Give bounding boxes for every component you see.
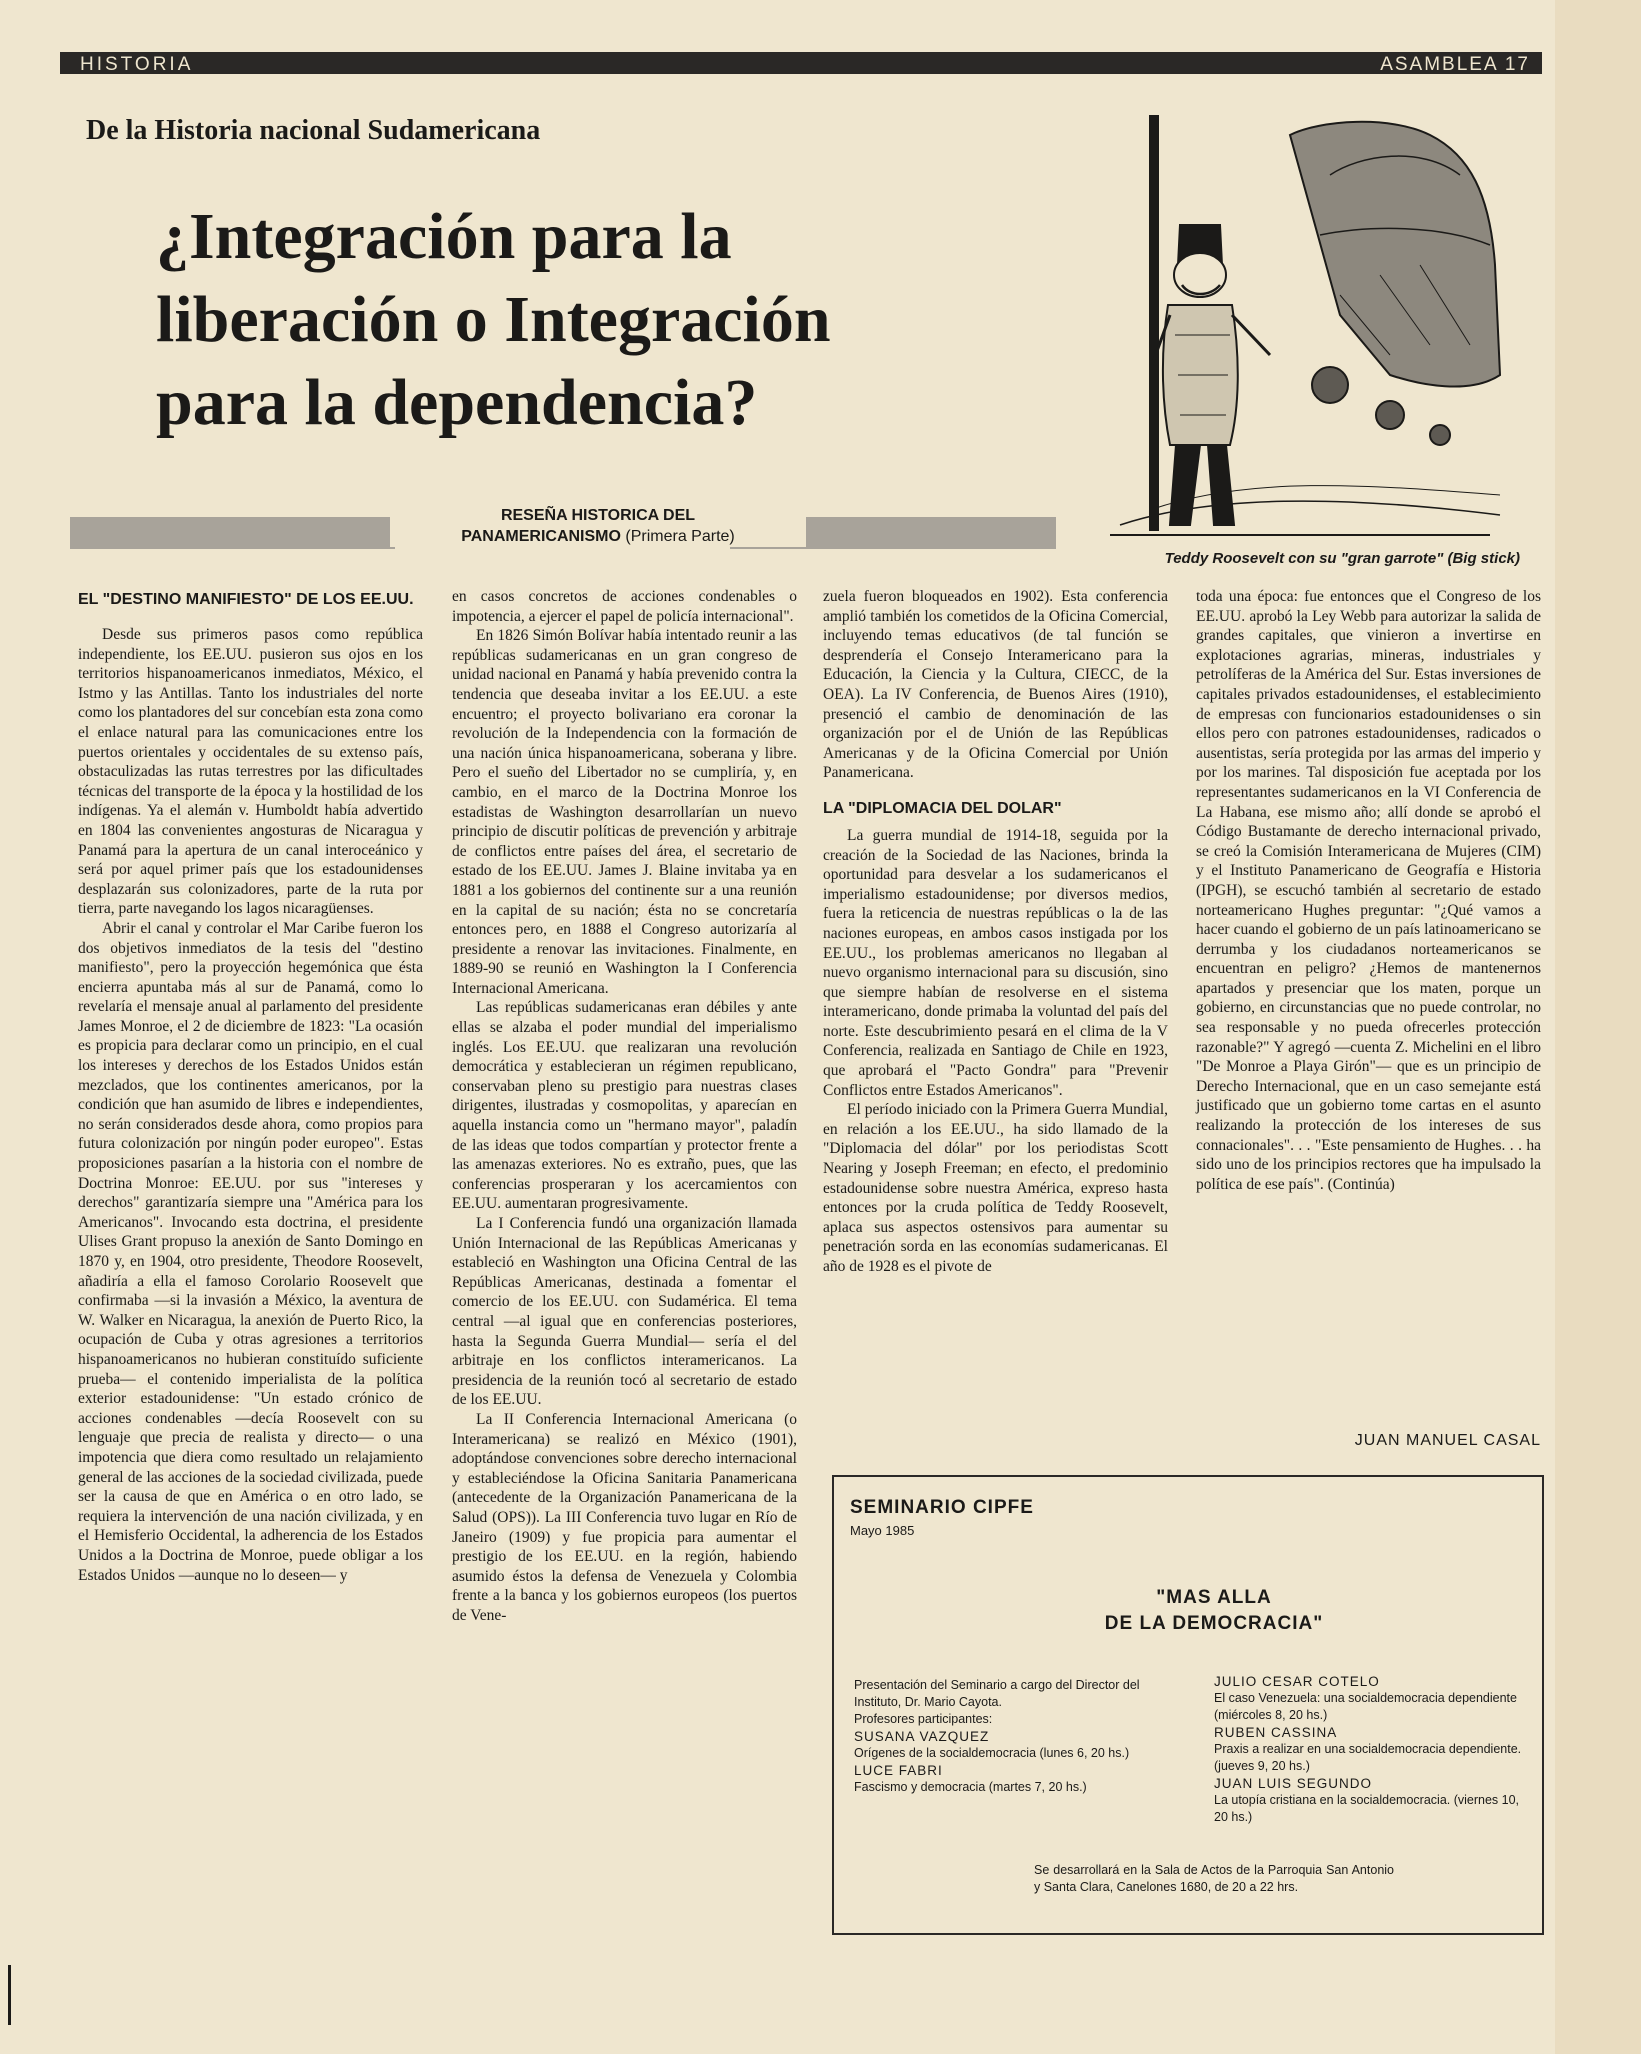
article-paragraph: En 1826 Simón Bolívar había intentado reunir a las repúblicas sudamericanas en un gran congreso de unidad nacional en Panamá y había prevenido contra la tendencia que deseaba invitar a los EE.UU. a este encuentro; el proyecto bolivariano era coronar la revolución de la Independencia con la formación de una nación única hispanoamericana, soberana y libre. Pero el sueño del Libertador no se cumpliría, y, en cambio, en el marco de la Doctrina Monroe los estadistas de Washington desarrollarían un nuevo principio de discutir políticas de prevención y arbitraje de conflictos entre países del área, el secretario de estado de los EE.UU. James J. Blaine invitaba ya en 1881 a los gobiernos del continente sur a una reunión en la capital de su nación; ésta no se concretaría entonces pero, en 1888 el Congreso autorizaría al presidente a renovar las invitaciones. Finalmente, en 1889-90 se reunió en Washington la I Conferencia Internacional Americana. xyxy=(452,627,797,997)
page-number-label: ASAMBLEA 17 xyxy=(1380,54,1530,75)
seminar-title: SEMINARIO CIPFE xyxy=(850,1497,1034,1518)
seminar-intro: Presentación del Seminario a cargo del Director del Instituto, Dr. Mario Cayota. xyxy=(854,1678,1140,1709)
article-paragraph: El período iniciado con la Primera Guerra Mundial, en relación a los EE.UU., ha sido llamado de la "Diplomacia del dólar" por los periodistas Scott Nearing y Joseph Freeman; en efecto, el predominio estadounidense sobre nuestra América, expreso hasta entonces por la cruda política de Teddy Roosevelt, aplaca sus aspectos ostensivos para aumentar su penetración sorda en las economías sudamericanas. El año de 1928 es el pivote de xyxy=(823,1101,1168,1275)
series-title xyxy=(390,505,806,547)
seminar-date: Mayo 1985 xyxy=(850,1523,915,1538)
seminar-program-right xyxy=(1214,1673,1534,1826)
series-bar-left xyxy=(70,517,395,549)
article-paragraph: Abrir el canal y controlar el Mar Caribe fueron los dos objetivos inmediatos de la tesis del "destino manifiesto", pero la proyección hegemónica que ésta encierra apuntaba más al sur de Panamá, como lo revelaría el mensaje anual al parlamento del presidente James Monroe, el 2 de diciembre de 1823: "La ocasión es propicia para declarar como un principio, en el cual los intereses y derechos de los Estados Unidos están mezclados, que los continentes americanos, por la condición que han asumido de libres e independientes, no serán considerados desde ahora, como propios para futura colonización por ningún poder europeo". Estas proposiciones pasarían a la historia con el nombre de Doctrina Monroe: EE.UU. por sus "intereses y derechos" garantizaría siempre una "América para los Americanos". Invocando esta doctrina, el presidente Ulises Grant propuso la anexión de Santo Domingo en 1870 y, en 1904, otro presidente, Theodore Roosevelt, añadiría a ella el famoso Corolario Roosevelt que confirmaba —si la invasión a México, la aventura de W. Walker en Nicaragua, la anexión de Puerto Rico, la ocupación de Cuba y otras agresiones a territorios hispanoamericanos no hubieran constituído suficiente prueba— el contenido imperialista de la política exterior estadounidense: "Un estado crónico de acciones condenables —decía Roosevelt con su lenguaje que precia de realista y directo— o una impotencia que diera como resultado un relajamiento general de las acciones de la sociedad civilizada, puede ser la causa de que en América o en otro lado, se requiera la intervención de una nación civilizada, y en el Hemisferio Occidental, la adherencia de los Estados Unidos a la Doctrina de Monroe, puede obligar a los Estados Unidos —aunque no lo deseen— y xyxy=(78,919,423,1584)
headline-line: liberación o Integración xyxy=(156,283,831,356)
headline-line: para la dependencia? xyxy=(156,366,758,439)
author-signature: JUAN MANUEL CASAL xyxy=(1354,1432,1541,1449)
series-title-line: PANAMERICANISMO xyxy=(461,528,621,545)
article-column-1 xyxy=(78,590,423,1945)
speaker-topic: Fascismo y democracia (martes 7, 20 hs.) xyxy=(854,1780,1087,1794)
article-paragraph: La I Conferencia fundó una organización llamada Unión Internacional de las Repúblicas Americanas y estableció en Washington una Oficina Central de las Repúblicas Americanas, destinada a fomentar el comercio de los EE.UU. con Sudamérica. El tema central —al igual que en conferencias posteriores, hasta la Segunda Guerra Mundial— sería el del arbitraje en los conflictos interamericanos. La presidencia de la reunión tocó al secretario de estado de los EE.UU. xyxy=(452,1215,797,1409)
article-column-3 xyxy=(823,587,1168,1467)
seminar-profs-label: Profesores participantes: xyxy=(854,1712,993,1726)
illustration-caption: Teddy Roosevelt con su "gran garrote" (Big stick) xyxy=(1164,550,1520,567)
speaker-topic: El caso Venezuela: una socialdemocracia dependiente (miércoles 8, 20 hs.) xyxy=(1214,1691,1517,1722)
article-paragraph: La II Conferencia Internacional Americana (o Interamericana) se realizó en México (1901), adoptándose convenciones sobre derecho internacional y estableciéndose la Oficina Sanitaria Panamericana (antecedente de la Organización Panamericana de la Salud (OPS)). La III Conferencia tuvo lugar en Río de Janeiro (1909) y fue propicia para aumentar el prestigio de los EE.UU. en la región, habiendo asumido éstos la defensa de Venezuela y Colombia frente a la banca y los gobiernos europeos (los puertos de Vene- xyxy=(452,1410,797,1624)
article-paragraph: zuela fueron bloqueados en 1902). Esta conferencia amplió también los cometidos de la Oficina Comercial, incluyendo temas educativos (de tal función se desprendería el Consejo Interamericano para la Educación, la Ciencia y la Cultura, CIECC, de la OEA). La IV Conferencia, de Buenos Aires (1910), presenció el cambio de denominación de las organización por el de Unión de las Repúblicas Americanas y de la Oficina Comercial por Unión Panamericana. xyxy=(823,588,1168,782)
headline-line: ¿Integración para la xyxy=(156,200,732,273)
series-part: (Primera Parte) xyxy=(625,528,735,545)
article-subhead: LA "DIPLOMACIA DEL DOLAR" xyxy=(823,799,1062,817)
article-paragraph: Las repúblicas sudamericanas eran débiles y ante ellas se alzaba el poder mundial del imperialismo inglés. Los EE.UU. que realizaran una revolución democrática y establecieran un régimen republicano, conservaban pleno su prestigio para nuestras clases dirigentes, ilustradas y cosmopolitas, y aparecían en aquella instancia como un "hermano mayor", paladín de las ideas que todos compartían y protector frente a las amenazas exteriores. No es extraño, pues, que las conferencias prosperaran y los acercamientos con EE.UU. aumentaran progresivamente. xyxy=(452,999,797,1213)
article-paragraph: toda una época: fue entonces que el Congreso de los EE.UU. aprobó la Ley Webb para autorizar la salida de grandes capitales, que vinieron a invertirse en explotaciones agrarias, mineras, industriales y petrolíferas de la América del Sur. Estas inversiones de capitales privados estadounidenses, el establecimiento de empresas con funcionarios estadounidenses o sin ellos pero con patrones estadounidenses, radicados o ausentistas, sería protegida por las armas del imperio y por los marines. Tal disposición fue aceptada por los representantes sudamericanos en la VI Conferencia de La Habana, ese mismo año; allí donde se aprobó el Código Bustamante de derecho internacional privado, se creó la Comisión Interamericana de Mujeres (CIM) y el Instituto Panamericano de Geografía e Historia (IPGH), se escuchó también al secretario de estado norteamericano Hughes preguntar: "¿Qué vamos a hacer cuando el gobierno de un país latinoamericano se derrumba y los ciudadanos norteamericanos se encuentran en peligro? ¿Hemos de mantenernos apartados y presenciar que los maten, porque un gobierno, en circunstancias que no puede controlar, no sea responsable y no pueda ofrecerles protección razonable?" Y agregó —cuenta Z. Michelini en el libro "De Monroe a Playa Girón"— que es un principio de Derecho Internacional, que en un caso semejante está justificado que un gobierno tome cartas en el asunto realizando la protección de los intereses de sus connacionales". . . "Este pensamiento de Hughes. . . ha sido uno de los principios rectores que ha impulsado la política de ese país". (Continúa) xyxy=(1196,588,1541,1193)
seminar-venue: Se desarrollará en la Sala de Actos de la Parroquia San Antonio y Santa Clara, Canelones 1680, de 20 a 22 hrs. xyxy=(1034,1863,1394,1894)
speaker-name: JULIO CESAR COTELO xyxy=(1214,1674,1380,1689)
section-label: HISTORIA xyxy=(80,54,194,75)
seminar-program-left xyxy=(854,1677,1174,1796)
speaker-name: JUAN LUIS SEGUNDO xyxy=(1214,1776,1373,1791)
speaker-name: SUSANA VAZQUEZ xyxy=(854,1729,990,1744)
article-column-4 xyxy=(1196,587,1541,1447)
headline xyxy=(156,195,1056,444)
article-paragraph: en casos concretos de acciones condenables o impotencia, a ejercer el papel de policía internacional". xyxy=(452,588,797,625)
speaker-name: RUBEN CASSINA xyxy=(1214,1725,1338,1740)
series-label xyxy=(70,505,1056,555)
article-paragraph: La guerra mundial de 1914-18, seguida por la creación de la Sociedad de las Naciones, brinda la oportunidad para desvelar a los sudamericanos el imperialismo estadounidense; por diversos medios, fuera la reticencia de nuestras repúblicas o la de las naciones europeas, en ambos casos instigada por los EE.UU., los problemas americanos no llegaban al nuevo organismo internacional para su discusión, sino que siempre habían de resolverse en el sistema interamericano, donde primaba la voluntad del país del norte. Este descubrimiento pesará en el clima de la V Conferencia, realizada en Santiago de Chile en 1923, que aprobará el "Pacto Gondra" para "Prevenir Conflictos entre Estados Americanos". xyxy=(823,826,1168,1099)
speaker-name: LUCE FABRI xyxy=(854,1763,943,1778)
series-title-line: RESEÑA HISTORICA DEL xyxy=(500,507,696,524)
speaker-topic: La utopía cristiana en la socialdemocracia. (viernes 10, 20 hs.) xyxy=(1214,1793,1520,1824)
margin-mark xyxy=(8,1965,11,2025)
roosevelt-big-stick-illustration xyxy=(1090,115,1510,550)
seminar-headline-line: "MAS ALLA xyxy=(1156,1587,1272,1608)
article-column-2 xyxy=(452,587,797,1937)
page-header xyxy=(60,50,1542,92)
seminar-headline xyxy=(1064,1585,1364,1637)
speaker-topic: Praxis a realizar en una socialdemocracia dependiente. (jueves 9, 20 hs.) xyxy=(1214,1742,1522,1773)
speaker-topic: Orígenes de la socialdemocracia (lunes 6, 20 hs.) xyxy=(854,1746,1130,1760)
paper-edge xyxy=(1555,0,1641,2054)
article-paragraph: Desde sus primeros pasos como república independiente, los EE.UU. pusieron sus ojos en los territorios hispanoamericanos inmediatos, México, el Istmo y las Antillas. Tanto los industriales del norte como los plantadores del sur concebían esta zona como el enlace natural para las comunicaciones entre los puertos orientales y occidentales de su extenso país, obstaculizadas las rutas terrestres por las dificultades técnicas del transporte de la época y la hostilidad de los indígenas. Ya el alemán v. Humboldt había advertido en 1804 las convenientes angosturas de Nicaragua y Panamá para la apertura de un canal interoceánico y será por aquel primer país que los estadounidenses desplazarán sus colonizadores, parte de la ruta por tierra, parte navegando los lagos nicaragüenses. xyxy=(78,626,423,918)
seminar-box xyxy=(832,1475,1544,1935)
article-subhead: EL "DESTINO MANIFIESTO" DE LOS EE.UU. xyxy=(78,591,414,608)
kicker: De la Historia nacional Sudamericana xyxy=(86,115,541,146)
header-rule xyxy=(60,52,1542,74)
seminar-headline-line: DE LA DEMOCRACIA" xyxy=(1104,1613,1324,1634)
